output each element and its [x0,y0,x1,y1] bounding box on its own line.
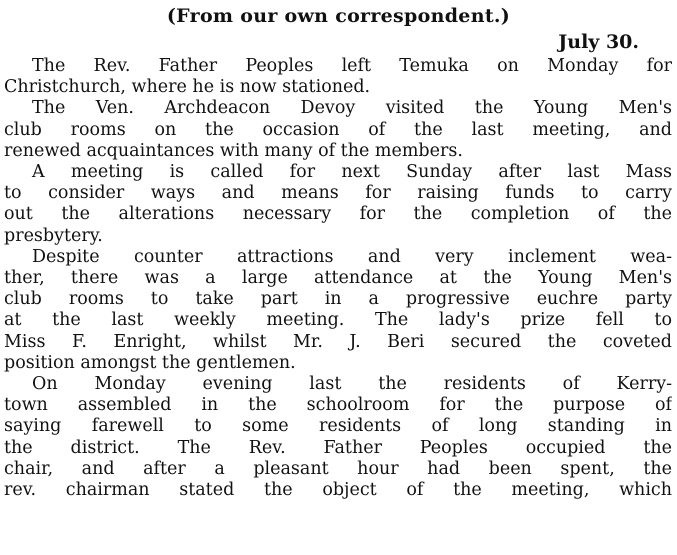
paragraph-line: saying farewell to some residents of long standing in [4,416,672,437]
paragraph-line: club rooms to take part in a progressive euchre party [4,289,672,310]
source-line: (From our own correspondent.) [166,5,511,27]
paragraph-line: renewed acquaintances with many of the members. [4,140,463,161]
paragraph-line: rev. chairman stated the object of the meeting, which [4,479,672,500]
paragraph-line: Despite counter attractions and very inclement wea- [32,246,672,267]
paragraph-line: presbytery. [4,225,103,246]
paragraph-line: club rooms on the occasion of the last meeting, and [4,119,672,140]
paragraph-line: ther, there was a large attendance at the Young Men's [4,267,672,288]
paragraph-line: the district. The Rev. Father Peoples occupied the [4,437,672,458]
dateline: July 30. [558,31,639,53]
paragraph-line: out the alterations necessary for the completion of the [4,204,672,225]
paragraph-line: chair, and after a pleasant hour had been spent, the [4,458,672,479]
paragraph-3 [4,162,672,247]
paragraph-line: position amongst the gentlemen. [4,352,296,373]
paragraph-line: to consider ways and means for raising funds to carry [4,183,672,204]
paragraph-2 [4,98,672,162]
paragraph-1 [4,56,672,98]
paragraph-line: town assembled in the schoolroom for the purpose of [4,395,672,416]
paragraph-line: at the last weekly meeting. The lady's prize fell to [4,310,672,331]
paragraph-line: The Ven. Archdeacon Devoy visited the Young Men's [32,98,672,119]
paragraph-line: Christchurch, where he is now stationed. [4,77,371,98]
paragraph-line: Miss F. Enright, whilst Mr. J. Beri secured the coveted [4,331,672,352]
paragraph-line: A meeting is called for next Sunday after last Mass [32,162,672,182]
paragraph-line: On Monday evening last the residents of Kerry- [32,374,672,394]
paragraph-line: The Rev. Father Peoples left Temuka on Monday for [32,56,672,76]
paragraph-5 [4,374,672,501]
paragraph-4 [4,247,672,374]
